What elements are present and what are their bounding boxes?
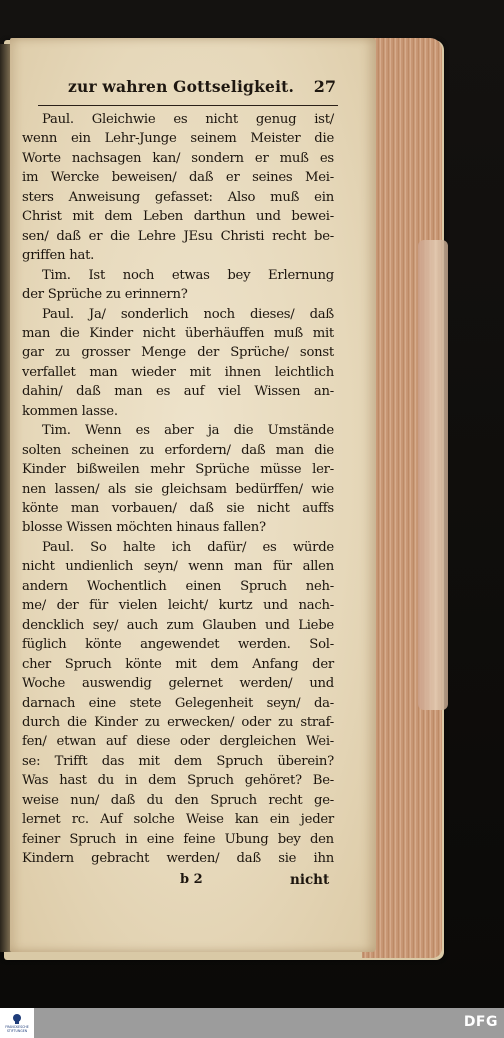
viewer-footer xyxy=(0,1008,504,1038)
text-line: fen/ etwan auf diese oder dergleichen Wei- xyxy=(22,734,334,750)
text-line: kommen lasse. xyxy=(22,403,118,419)
page-number: 27 xyxy=(313,77,336,96)
text-line: weise nun/ daß du den Spruch recht ge- xyxy=(22,792,334,808)
text-line: Paul. Ja/ sonderlich noch dieses/ daß xyxy=(42,306,334,322)
text-line: lernet rc. Auf solche Weise kan ein jeder xyxy=(22,812,334,828)
text-line: Kindern gebracht werden/ daß sie ihn xyxy=(22,851,334,867)
text-line: Worte nachsagen kan/ sondern er muß es xyxy=(22,150,334,166)
text-line: dahin/ daß man es auf viel Wissen an- xyxy=(22,384,334,400)
text-line: sters Anweisung gefasset: Also muß ein xyxy=(22,189,334,205)
text-line: füglich könte angewendet werden. Sol- xyxy=(22,637,334,653)
text-line: Tim. Wenn es aber ja die Umstände xyxy=(42,423,334,439)
institution-logo xyxy=(0,1008,34,1038)
text-line: verfallet man wieder mit ihnen leichtlich xyxy=(22,364,334,380)
text-line: wenn ein Lehr-Junge seinem Meister die xyxy=(22,131,334,147)
text-line: blosse Wissen möchten hinaus fallen? xyxy=(22,520,266,536)
text-line: griffen hat. xyxy=(22,248,95,264)
text-line: darnach eine stete Gelegenheit seyn/ da- xyxy=(22,695,334,711)
text-line: Was hast du in dem Spruch gehöret? Be- xyxy=(22,773,334,789)
text-line: Woche auswendig gelernet werden/ und xyxy=(22,676,334,692)
running-header xyxy=(38,75,338,106)
text-line: gar zu grosser Menge der Sprüche/ sonst xyxy=(22,345,334,361)
running-head-title: zur wahren Gottseligkeit. xyxy=(68,77,295,96)
text-line: cher Spruch könte mit dem Anfang der xyxy=(22,656,334,672)
text-line: Tim. Ist noch etwas bey Erlernung xyxy=(42,267,334,283)
text-line: man die Kinder nicht überhäuffen muß mit xyxy=(22,325,334,341)
text-line: der Sprüche zu erinnern? xyxy=(22,287,188,303)
text-line: se: Trifft das mit dem Spruch überein? xyxy=(22,753,334,769)
dfg-logo: DFG xyxy=(463,1014,498,1030)
text-line: feiner Spruch in eine feine Ubung bey den xyxy=(22,831,334,847)
text-line: könte man vorbauen/ daß sie nicht auffs xyxy=(22,501,334,516)
text-line: Kinder bißweilen mehr Sprüche müsse ler- xyxy=(22,462,334,478)
text-line: nicht undienlich seyn/ wenn man für allen xyxy=(22,559,334,575)
page-torn-edge xyxy=(418,240,448,710)
text-line: dencklich sey/ auch zum Glauben und Liebe xyxy=(22,617,334,633)
foundation-emblem-icon xyxy=(11,1013,23,1025)
catchword: nicht xyxy=(290,872,330,888)
text-line: andern Wochentlich einen Spruch neh- xyxy=(22,578,334,594)
signature-mark: b 2 xyxy=(180,872,203,887)
text-line: sen/ daß er die Lehre JEsu Christi recht be- xyxy=(22,228,334,244)
text-line: Paul. So halte ich dafür/ es würde xyxy=(42,539,334,555)
logo-text: FRANCKESCHE STIFTUNGEN xyxy=(5,1025,29,1033)
text-line: Paul. Gleichwie es nicht genug ist/ xyxy=(42,112,334,127)
text-line: durch die Kinder zu erwecken/ oder zu straf- xyxy=(22,714,334,730)
text-line: Christ mit dem Leben darthun und bewei- xyxy=(22,209,334,225)
text-line: solten scheinen zu erfordern/ daß man die xyxy=(22,442,334,458)
text-line: me/ der für vielen leicht/ kurtz und nach- xyxy=(22,598,334,614)
text-line: im Wercke beweisen/ daß er seines Mei- xyxy=(22,170,334,186)
text-line: nen lassen/ als sie gleichsam bedürffen/ wie xyxy=(22,481,334,497)
